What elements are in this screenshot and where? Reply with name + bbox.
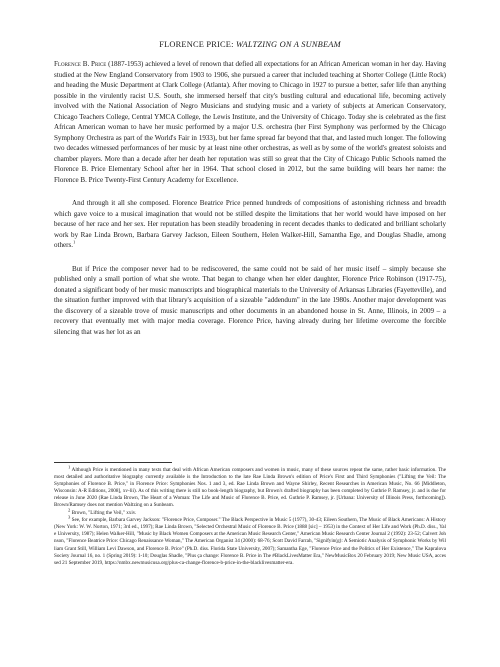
paragraph-1: [54, 59, 446, 185]
footnote-text: Brown, "Lifting the Veil," xxiv.: [71, 509, 137, 516]
footnote-number: 3: [68, 514, 71, 520]
paragraph-1-text: (1887-1953) achieved a level of renown that defied all expectations for an African American woman in her day. Having studied at the New England Conservatory from 1903 to 1906, she pursued a career that included teaching at Shorter College (Little Rock) and heading the Music Department at Clark College (Atlanta). After moving to Chicago in 1927 to pursue a better, safer life than anything possible in the virulently racist U.S. South, she immersed herself that city's bustling cultural and educational life, becoming actively involved with the National Association of Negro Musicians and studying music and a variety of subjects at American Conservatory, Chicago Teachers College, Central YMCA College, the Lewis Institute, and the University of Chicago. Today she is celebrated as the first African American woman to have her music performed by a major U.S. orchestra (her First Symphony was performed by the Chicago Symphony Orchestra as part of the World's Fair in 1933), but her fame spread far beyond that that, and lasted much longer. The following two decades witnessed performances of her music by at least nine other orchestras, as well as by some of the world's greatest soloists and chamber players. More than a decade after her death her reputation was still so great that the City of Chicago Public Schools named the Florence B. Price Elementary School after her in 1964. That school closed in 2012, but the same building will bears her name: the Florence B. Price Twenty-First Century Academy for Excellence.: [54, 60, 446, 184]
footnote-3: [54, 514, 446, 566]
page-title: [54, 40, 446, 49]
footnote-text: See, for example, Barbara Garvey Jackson: "Florence Price, Composer." The Black Perspective in Music 5 (1977), 30-43; Eileen Southern, The Music of Black Americans: A History (New York: W. W. Norton, 1971; 3rd ed., 1997); Rae Linda Brown, "Selected Orchestral Music of Florence B. Price (1888 [sic] – 1953) in the Context of Her Life and Work (Ph.D. diss., Yale University, 1987); Helen Walker-Hill, "Music by Black Women Composers at the American Music Research Center," American Music Research Center Journal 2 (1992): 23-52; Calvert Johnson, "Florence Beatrice Price: Chicago Renaissance Woman," The American Organist 34 (2000): 68-76; Scott David Farrah, "Signifyin(g): A Semiotic Analysis of Symphonic Works by William Grant Still, William Levi Dawson, and Florence B. Price" (Ph.D. diss. Florida State University, 2007); Samantha Ege, "Florence Price and the Politics of Her Existence," The Kapralova Society Journal 16, no. 1 (Spring 2019): 1-10; Douglas Shadle, "Plus ça change: Florence B. Price in The #BlackLivesMatter Era," NewMusicBox 20 February 2019; New Music USA, accessed 21 September 2019, https://nmbx.newmusicusa.org/plus-ca-change-florence-b-price-in-the-blacklivesmatter-era.: [54, 517, 446, 566]
title-prefix: FLORENCE PRICE:: [159, 40, 236, 49]
paragraph-2-text: And through it all she composed. Florence Beatrice Price penned hundreds of compositions of astonishing richness and breadth which gave voice to a musical imagination that would not be stilled despite the limitations that her world would have imposed on her because of her race and her sex. Her reputation has been steadily broadening in recent decades thanks to dedicated and brilliant scholarly work by Rae Linda Brown, Barbara Garvey Jackson, Eileen Southern, Helen Walker-Hill, Samantha Ege, and Douglas Shadle, among others.: [54, 199, 446, 249]
body-text: [54, 59, 446, 337]
footnote-text: Although Price is mentioned in many texts that deal with African American composers and women in music, many of these sources repeat the same, rather basic information. The most detailed and authoritative biography currently available is the Introduction to the late Rae Linda Brown's edition of Price's First and Third Symphonies ("Lifting the Veil: The Symphonies of Florence B. Price," in Florence Price: Symphonies Nos. 1 and 3, ed. Rae Linda Brown and Wayne Shirley, Recent Researches in American Music, No. 66 [Middleton, Wisconsin: A-R Editions, 2008], xv-lii). As of this writing there is still no book-length biography, but Brown's drafted biography has been completed by Guthrie P. Ramsey, jr. and is due for release in June 2020 (Rae Linda Brown, The Heart of a Woman: The Life and Music of Florence B. Price, ed. Guthrie P. Ramsey, jr. [Urbana: University of Illinois Press, forthcoming]). Brown/Ramsey does not mention Waltzing on a Sunbeam.: [54, 467, 446, 509]
footnote-ref-1: 1: [72, 239, 76, 245]
title-work: WALTZING ON A SUNBEAM: [235, 40, 341, 49]
footnote-rule: [54, 462, 172, 463]
footnote-number: 2: [68, 507, 71, 513]
footnote-number: 1: [68, 464, 71, 470]
paragraph-2: [54, 198, 446, 251]
footnotes: [54, 464, 446, 567]
footnote-1: [54, 464, 446, 509]
paragraph-3: [54, 264, 446, 338]
paragraph-3-text: But if Price the composer never had to be rediscovered, the same could not be said of her music itself – simply because she published only a small portion of what she wrote. That began to change when her elder daughter, Florence Price Robinson (1917-75), donated a significant body of her music manuscripts and biographical materials to the University of Arkansas Libraries (Fayetteville), and the situation further improved with that library's acquisition of a sizeable "addendum" in the late 1980s. Another major development was the discovery of a sizeable trove of music manuscripts and other documents in an abandoned house in St. Anne, Illinois, in 2009 – a recovery that eventually met with major media coverage. Florence Price, having already during her lifetime overcome the forcible silencing that was her lot as an: [54, 264, 446, 336]
composer-name: Florence B. Price: [54, 60, 107, 68]
document-page: [54, 40, 446, 337]
footnote-2: [54, 507, 446, 517]
